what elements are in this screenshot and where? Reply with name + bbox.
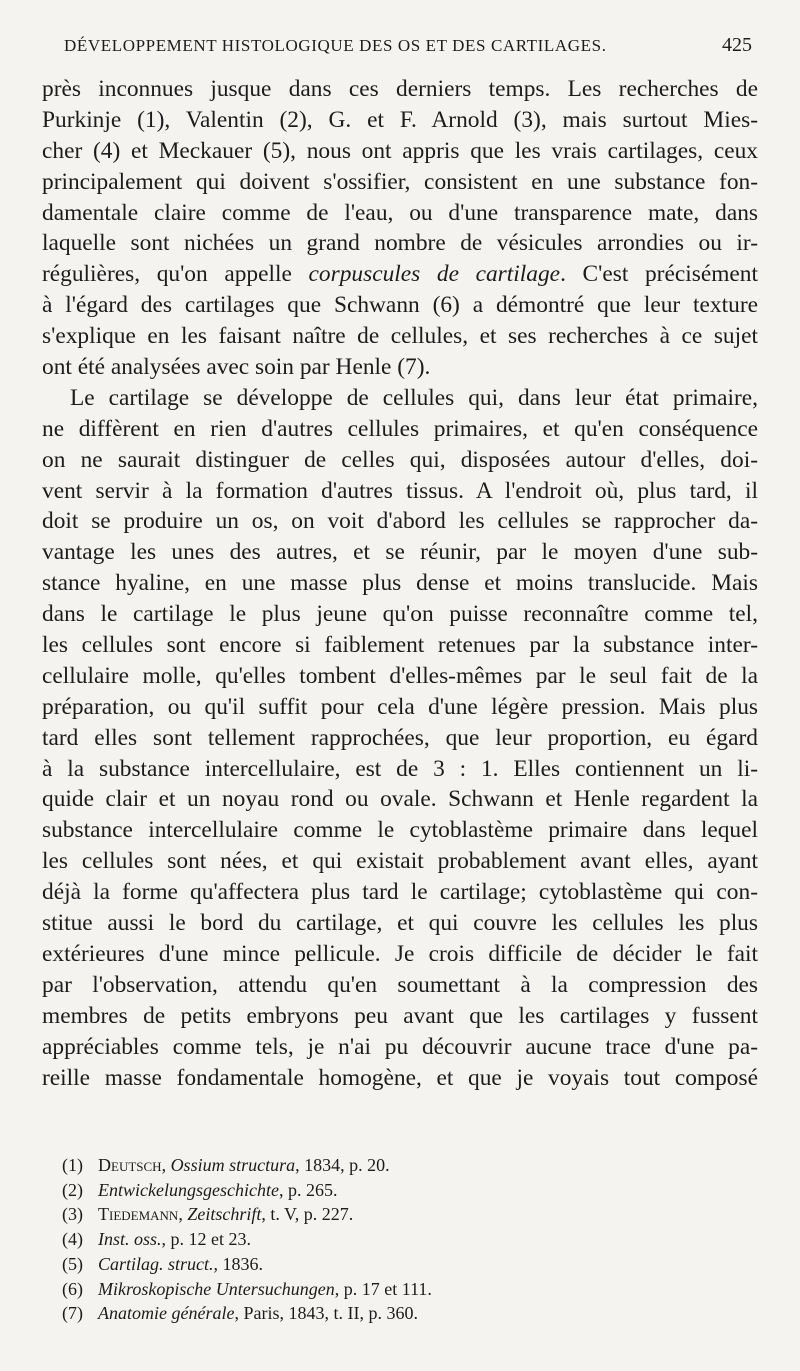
- text-line: vent servir à la formation d'autres tissus. A l'endroit où, plus tard, il: [42, 477, 758, 504]
- text-line: reille masse fondamentale homogène, et que je voyais tout composé: [42, 1064, 758, 1091]
- footnote: [62, 1301, 742, 1326]
- text-line: substance intercellulaire comme le cytoblastème primaire dans lequel: [42, 817, 758, 844]
- text-line: on ne saurait distinguer de celles qui, disposées autour d'elles, doi-: [42, 446, 758, 473]
- text-line: extérieures d'une mince pellicule. Je crois difficile de décider le fait: [42, 940, 758, 967]
- footnote-number: (7): [62, 1303, 83, 1324]
- footnote-title: Cartilag. struct.: [98, 1253, 214, 1274]
- text-line: appréciables comme tels, je n'ai pu découvrir aucune trace d'une pa-: [42, 1033, 758, 1060]
- text-line: Le cartilage se développe de cellules qui, dans leur état primaire,: [70, 384, 758, 411]
- footnote-separator: ,: [161, 1155, 171, 1175]
- footnote-details: , t. V, p. 227.: [261, 1204, 354, 1225]
- text-line: laquelle sont nichées un grand nombre de vésicules arrondies ou ir-: [42, 230, 758, 257]
- text-line: tard elles sont tellement rapprochées, que leur proportion, eu égard: [42, 724, 758, 751]
- footnote-details: , 1834, p. 20.: [295, 1155, 390, 1175]
- text-line: quide clair et un noyau rond ou ovale. Schwann et Henle regardent la: [42, 786, 758, 813]
- footnote-title: Anatomie générale: [98, 1303, 235, 1324]
- text-line: préparation, ou qu'il suffit pour cela d'une légère pression. Mais plus: [42, 693, 758, 720]
- text-line: près inconnues jusque dans ces derniers temps. Les recherches de: [42, 76, 758, 102]
- text-segment: . C'est précisément: [560, 261, 758, 288]
- text-line: déjà la forme qu'affectera plus tard le cartilage; cytoblastème qui con-: [42, 879, 758, 906]
- footnote: [62, 1227, 742, 1252]
- footnote-title: Mikroskopische Untersuchungen: [98, 1278, 335, 1299]
- text-line: ne diffèrent en rien d'autres cellules primaires, et qu'en conséquence: [42, 415, 758, 442]
- footnote-title: Inst. oss.: [98, 1229, 162, 1250]
- text-line: [42, 259, 758, 290]
- text-line: s'explique en les faisant naître de cellules, et ses recherches à ce sujet: [42, 323, 758, 350]
- italic-term: corpuscules de cartilage: [308, 261, 561, 288]
- text-line: dans le cartilage le plus jeune qu'on puisse reconnaître comme tel,: [42, 601, 758, 628]
- footnote-title: Zeitschrift: [187, 1204, 262, 1225]
- text-line: ont été analysées avec soin par Henle (7).: [42, 354, 431, 381]
- text-line: membres de petits embryons peu avant que les cartilages y fussent: [42, 1002, 758, 1029]
- footnote-number: (1): [62, 1155, 83, 1175]
- footnote-author: Tiedemann: [98, 1204, 179, 1225]
- footnote-number: (5): [62, 1253, 83, 1274]
- text-line: damentale claire comme de l'eau, ou d'une transparence mate, dans: [42, 199, 758, 226]
- footnote-number: (6): [62, 1278, 83, 1299]
- text-line: stitue aussi le bord du cartilage, et qui couvre les cellules les plus: [42, 910, 758, 937]
- text-line: cher (4) et Meckauer (5), nous ont appris que les vrais cartilages, ceux: [42, 137, 758, 164]
- footnote-number: (3): [62, 1204, 83, 1225]
- text-line: cellulaire molle, qu'elles tombent d'elles-mêmes par le seul fait de la: [42, 662, 758, 689]
- running-header: [64, 34, 752, 57]
- main-text: [42, 74, 758, 1093]
- text-line: Purkinje (1), Valentin (2), G. et F. Arnold (3), mais surtout Mies-: [42, 106, 758, 133]
- text-line: à l'égard des cartilages que Schwann (6) a démontré que leur texture: [42, 292, 758, 319]
- page-number: 425: [722, 34, 752, 56]
- footnote-details: , Paris, 1843, t. II, p. 360.: [234, 1303, 418, 1324]
- footnote: [62, 1252, 742, 1277]
- text-line: vantage les unes des autres, et se réunir, par le moyen d'une sub-: [42, 539, 758, 566]
- text-line: stance hyaline, en une masse plus dense et moins translucide. Mais: [42, 570, 758, 597]
- footnote: [62, 1277, 742, 1302]
- footnote: [62, 1202, 742, 1227]
- footnote-title: Ossium structura: [170, 1155, 296, 1175]
- footnote: [62, 1153, 742, 1178]
- running-title: DÉVELOPPEMENT HISTOLOGIQUE DES OS ET DES CARTILAGES.: [64, 36, 607, 55]
- text-line: par l'observation, attendu qu'en soumettant à la compression des: [42, 971, 758, 998]
- footnote-number: (4): [62, 1229, 83, 1250]
- footnotes: [62, 1153, 742, 1326]
- footnote-number: (2): [62, 1179, 83, 1200]
- text-line: les cellules sont encore si faiblement retenues par la substance inter-: [42, 632, 758, 659]
- footnote-author: Deutsch: [98, 1155, 162, 1175]
- footnote-details: , p. 12 et 23.: [161, 1229, 252, 1250]
- footnote: [62, 1178, 742, 1203]
- text-line: doit se produire un os, on voit d'abord les cellules se rapprocher da-: [42, 508, 758, 535]
- footnote-title: Entwickelungsgeschichte: [98, 1179, 279, 1200]
- text-line: principalement qui doivent s'ossifier, consistent en une substance fon-: [42, 168, 758, 195]
- footnote-details: , p. 265.: [278, 1179, 338, 1200]
- footnote-details: , p. 17 et 111.: [334, 1278, 432, 1299]
- text-line: à la substance intercellulaire, est de 3 : 1. Elles contiennent un li-: [42, 755, 758, 782]
- footnote-separator: ,: [178, 1204, 188, 1225]
- text-line: les cellules sont nées, et qui existait probablement avant elles, ayant: [42, 848, 758, 875]
- text-segment: régulières, qu'on appelle: [42, 261, 309, 288]
- footnote-details: , 1836.: [213, 1253, 264, 1274]
